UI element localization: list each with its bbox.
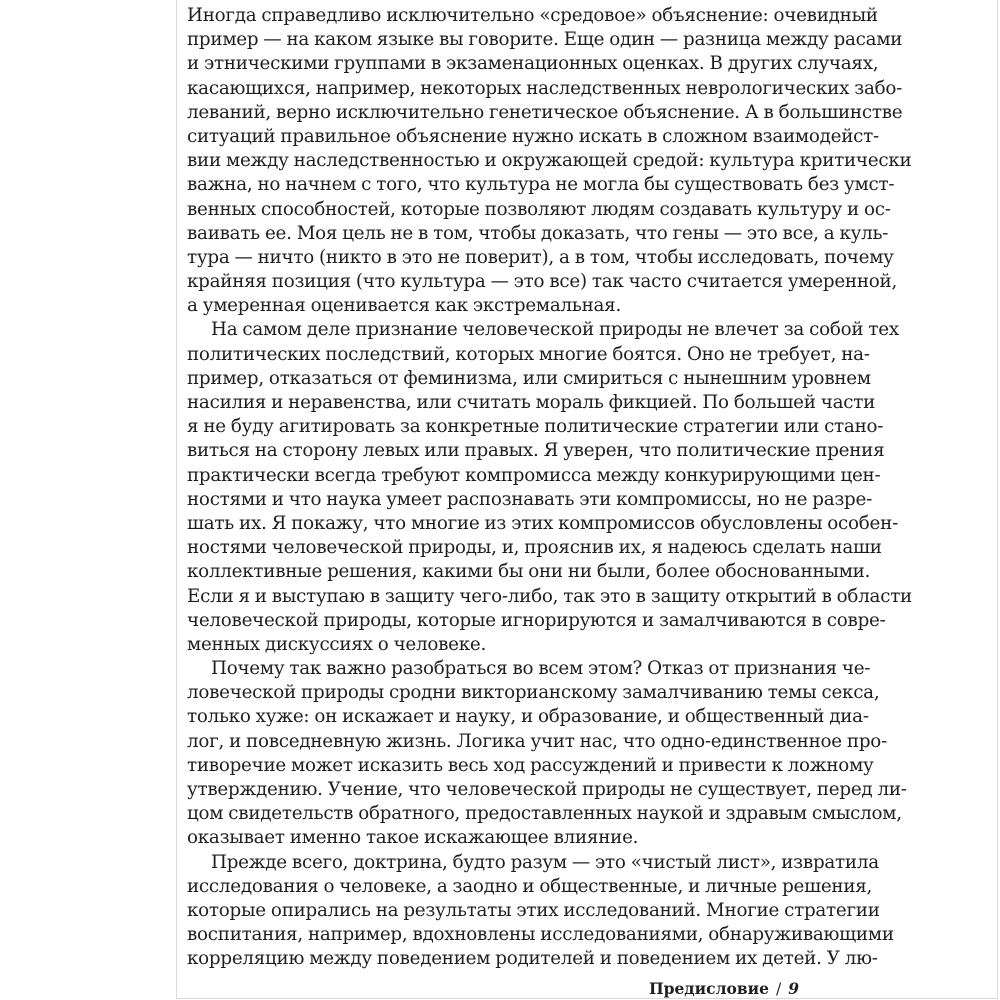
text-line: тиворечие может исказить весь ход рассуждений и привести к ложному [187,754,874,776]
paragraph-4 [187,851,894,972]
page-footer [649,979,799,998]
text-line: важна, но начнем с того, что культура не могла бы существовать без умст- [187,174,895,196]
text-line: виться на сторону левых или правых. Я уверен, что политические прения [187,440,885,462]
text-line: На самом деле признание человеческой природы не влечет за собой тех [211,319,899,341]
text-line: насилия и неравенства, или считать мораль фикцией. По большей части [187,392,876,413]
text-line: ситуаций правильное объяснение нужно искать в сложном взаимодейст- [187,125,879,147]
page-number: 9 [788,979,799,998]
body-text [187,4,912,972]
text-line: ловеческой природы сродни викторианскому замалчиванию темы секса, [187,682,880,704]
text-line: крайняя позиция (что культура — это все) так часто считается умеренной, [187,271,898,293]
text-line: вии между наследственностью и окружающей средой: культура критически [187,150,912,172]
paragraph-1 [187,4,912,318]
text-line: тура — ничто (никто в это не поверит), а в том, чтобы исследовать, почему [187,246,894,268]
text-line: а умеренная оценивается как экстремальная. [187,295,622,317]
text-line: практически всегда требуют компромисса между конкурирующими цен- [187,464,881,486]
text-line: исследования о человеке, а заодно и общественные, и личные решения, [187,875,873,897]
text-line: я не буду агитировать за конкретные политические стратегии или стано- [187,416,884,438]
text-line: Иногда справедливо исключительно «средовое» объяснение: очевидный [187,5,878,26]
text-line: воспитания, например, вдохновлены исследованиями, обнаруживающими [187,924,894,946]
text-line: лог, и повседневную жизнь. Логика учит нас, что одно-единственное про- [187,730,887,752]
text-line: пример, отказаться от феминизма, или смириться с нынешним уровнем [187,367,871,389]
text-line: венных способностей, которые позволяют людям создавать культуру и ос- [187,198,891,220]
text-line: Прежде всего, доктрина, будто разум — это «чистый лист», извратила [211,851,879,873]
text-line: утверждению. Учение, что человеческой природы не существует, перед ли- [187,779,907,800]
text-line: ностями человеческой природы, и, прояснив их, я надеюсь сделать наши [187,537,882,559]
text-line: только хуже: он искажает и науку, и образование, и общественный диа- [187,706,869,728]
footer-separator: / [775,980,782,998]
text-line: Если я и выступаю в защиту чего-либо, так это в защиту открытий в области [187,585,912,607]
text-line: шать их. Я покажу, что многие из этих компромиссов обусловлены особен- [187,512,898,534]
text-line: касающихся, например, некоторых наследственных неврологических забо- [187,77,903,99]
paragraph-2 [187,318,912,657]
text-line: пример — на каком языке вы говорите. Еще один — разница между расами [187,29,903,51]
text-line: которые опирались на результаты этих исследований. Многие стратегии [187,899,880,921]
running-head: Предисловие [648,979,769,998]
text-line: коллективные решения, какими бы они ни были, более обоснованными. [187,561,871,583]
text-line: менных дискуссиях о человеке. [187,633,487,655]
text-line: ностями и что наука умеет распознавать эти компромиссы, но не разре- [187,488,873,510]
text-line: ваивать ее. Моя цель не в том, чтобы доказать, что гены — это все, а куль- [187,222,889,244]
text-line: и этническими группами в экзаменационных оценках. В других случаях, [187,53,879,75]
text-line: корреляцию между поведением родителей и поведением их детей. У лю- [187,948,878,970]
text-line: политических последствий, которых многие боятся. Оно не требует, на- [187,343,870,365]
text-line: цом свидетельств обратного, предоставленных наукой и здравым смыслом, [187,803,902,825]
text-line: человеческой природы, которые игнорируются и замалчиваются в совре- [187,609,886,631]
text-line: Почему так важно разобраться во всем этом? Отказ от признания че- [211,658,871,680]
text-line: леваний, верно исключительно генетическое объяснение. А в большинстве [187,101,903,123]
paragraph-3 [187,657,907,851]
text-line: оказывает именно такое искажающее влияние. [187,827,639,849]
